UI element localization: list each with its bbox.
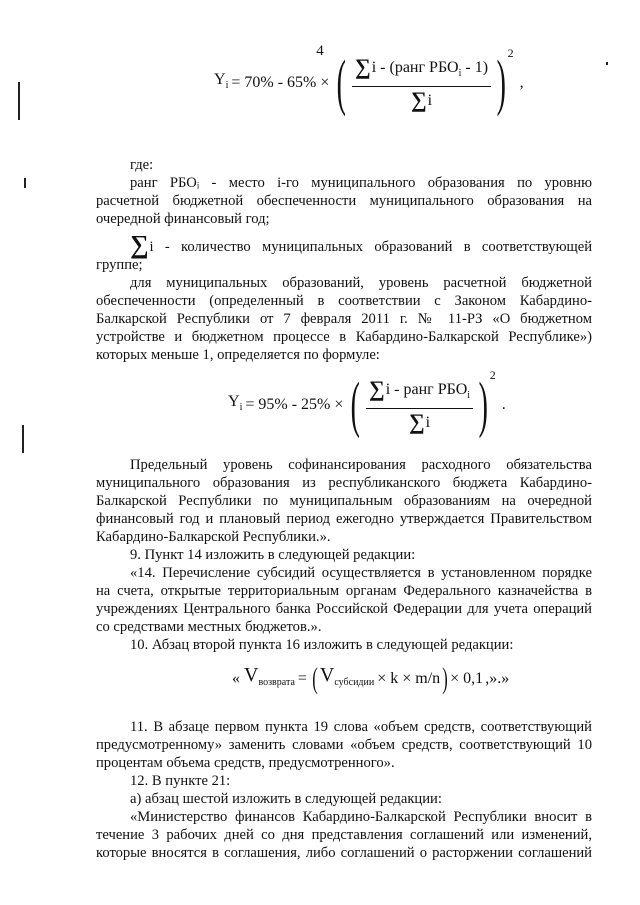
- formula-2-power: 2: [489, 368, 496, 382]
- scan-mark: [606, 62, 608, 65]
- close-paren: ): [478, 371, 489, 439]
- formula-3-rest: × k × m/n: [377, 670, 441, 687]
- close-paren: ): [442, 662, 448, 695]
- formula-3: [232, 664, 509, 694]
- p14-line: «14. Перечисление субсидий осуществляется в установленном порядке: [130, 565, 592, 581]
- definitions: [96, 156, 592, 364]
- paragraph-19: [96, 718, 592, 808]
- limit-line-last: Кабардино-Балкарской Республики.».: [96, 529, 331, 545]
- scan-mark: [22, 425, 24, 453]
- sub-item-a: а) абзац шестой изложить в следующей редакции:: [130, 791, 442, 807]
- formula-3-v2: $V_{субсидии}$: [319, 663, 375, 689]
- formula-1-lhs: $Y_i$: [214, 70, 229, 92]
- muni-line: обеспеченности (определенный в соответствии с Законом Кабардино-: [96, 293, 592, 309]
- formula-2: [228, 368, 506, 439]
- limit-line: финансовый год и плановый период ежегодно утверждается Правительством: [96, 511, 592, 527]
- limit-line: муниципального образования из республиканского бюджета Кабардино-: [96, 475, 592, 491]
- muni-line-last: которых меньше 1, определяется по формуле:: [96, 347, 380, 363]
- sigma-symbol: ∑: [130, 230, 149, 259]
- p21-line: течение 3 рабочих дней со дня представления соглашений или изменений,: [96, 827, 592, 843]
- formula-2-lhs: $Y_i$: [228, 392, 243, 414]
- formula-1: [214, 46, 524, 117]
- formula-3-open-quote: «: [232, 670, 240, 687]
- p14-line-last: со средствами местных бюджетов.».: [96, 619, 322, 635]
- formula-3-v: $V_{возврата}$: [244, 663, 295, 689]
- p19-line: 11. В абзаце первом пункта 19 слова «объем средств, соответствующий: [130, 719, 592, 735]
- sum-line-last: группе;: [96, 257, 143, 273]
- p21-line: которые вносятся в соглашения, либо соглашений о расторжении соглашений: [96, 845, 592, 861]
- p19-line: предусмотренному» заменить словами «объем средств, соответствующий 10: [96, 737, 592, 753]
- formula-3-eq: =: [297, 670, 307, 687]
- paragraph-14: [96, 564, 592, 654]
- p19-line-last: процентам объема средств, предусмотренного».: [96, 755, 395, 771]
- formula-2-fraction: [366, 376, 473, 434]
- formula-3-close: ,».»: [485, 670, 510, 687]
- close-paren: ): [496, 49, 506, 117]
- item-9: 9. Пункт 14 изложить в следующей редакции:: [130, 547, 416, 563]
- formula-1-trail: ,: [519, 74, 524, 91]
- p21-line: «Министерство финансов Кабардино-Балкарской Республики вносит в: [130, 809, 592, 825]
- p14-line: учреждениях Центрального банка Российской Федерации для учета операций: [96, 601, 592, 617]
- fraction-numerator: ∑i - (ранг $РБО_i - 1$): [352, 56, 491, 86]
- scan-mark: [24, 178, 26, 188]
- open-paren: (: [337, 49, 347, 117]
- paragraph-21: [96, 808, 592, 862]
- formula-1-power: 2: [507, 46, 514, 60]
- fraction-denominator: ∑i: [410, 86, 433, 112]
- item-12: 12. В пункте 21:: [130, 773, 231, 789]
- item-10: 10. Абзац второй пункта 16 изложить в следующей редакции:: [130, 637, 514, 653]
- muni-line: для муниципальных образований, уровень расчетной бюджетной: [130, 275, 592, 291]
- open-paren: (: [351, 371, 361, 439]
- p14-line: на счета, открытые территориальным органам Федерального казначейства в: [96, 583, 592, 599]
- limit-paragraph: [96, 456, 592, 564]
- formula-2-trail: .: [501, 396, 506, 413]
- limit-line: Балкарской Республики по муниципальным образованиям на очередной: [96, 493, 592, 509]
- formula-1-prefix: = 70% - 65% ×: [231, 74, 330, 91]
- open-paren: (: [312, 662, 318, 695]
- muni-line: устройстве и бюджетном процессе в Кабардино-Балкарской Республике»): [96, 329, 592, 345]
- scan-mark: [18, 82, 20, 120]
- fraction-denominator: ∑i: [408, 408, 431, 434]
- fraction-numerator: ∑i - ранг $РБО_i$: [366, 378, 473, 408]
- limit-line: Предельный уровень софинансирования расходного обязательства: [130, 457, 592, 473]
- rank-line-last: очередной финансовый год;: [96, 211, 270, 227]
- where-label: где:: [130, 157, 154, 173]
- formula-1-fraction: [352, 54, 491, 112]
- rank-line: расчетной бюджетной обеспеченности муниципального образования на: [96, 193, 592, 209]
- rank-line: ранг РБОᵢ - место i-го муниципального образования по уровню: [130, 175, 592, 191]
- formula-3-tail: × 0,1: [450, 670, 484, 687]
- page-number: 4: [316, 43, 324, 59]
- sum-line: ∑i - количество муниципальных образований в соответствующей: [130, 230, 592, 259]
- formula-2-prefix: = 95% - 25% ×: [245, 396, 344, 413]
- muni-line: Балкарской Республики от 7 февраля 2011 г. № 11-РЗ «О бюджетном: [96, 311, 592, 327]
